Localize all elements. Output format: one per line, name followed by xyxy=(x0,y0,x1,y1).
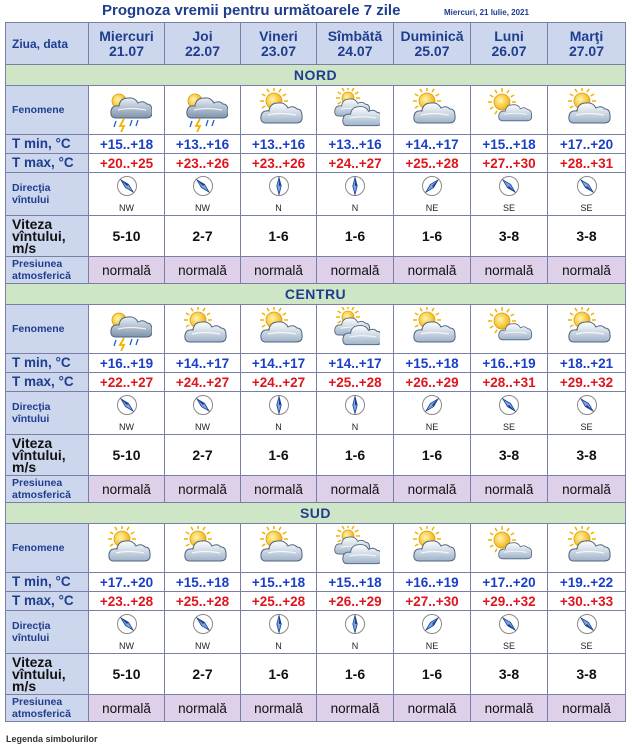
tmax-value: +20..+25 xyxy=(89,154,165,173)
row-label: Presiunea atmosferică xyxy=(6,695,89,722)
region-name: NORD xyxy=(6,65,626,86)
compass-arrow-icon xyxy=(344,613,366,640)
tmin-value: +14..+17 xyxy=(165,354,241,373)
wind-speed-value: 3-8 xyxy=(548,216,626,257)
compass-arrow-icon xyxy=(498,613,520,640)
compass-arrow-icon xyxy=(421,394,443,421)
region-row xyxy=(6,284,626,305)
day-name: Sîmbătă xyxy=(327,27,383,44)
tmax-value: +24..+27 xyxy=(241,373,317,392)
phenomena-cell xyxy=(241,524,317,573)
tmin-value: +15..+18 xyxy=(165,573,241,592)
compass-arrow-icon xyxy=(498,175,520,202)
wind-direction-cell xyxy=(89,392,165,435)
day-header xyxy=(471,23,548,65)
pressure-row xyxy=(6,257,626,284)
wind-direction xyxy=(317,175,393,213)
forecast-table xyxy=(5,22,626,722)
phenomena-cell xyxy=(471,524,548,573)
wind-direction xyxy=(317,613,393,651)
phenomena-cell xyxy=(89,524,165,573)
pressure-value: normală xyxy=(317,695,394,722)
tmin-value: +17..+20 xyxy=(471,573,548,592)
tmax-value: +26..+29 xyxy=(394,373,471,392)
day-header xyxy=(394,23,471,65)
wind-direction xyxy=(471,613,547,651)
wind-direction-label: SE xyxy=(580,641,593,651)
wind-direction-cell xyxy=(394,173,471,216)
wind-direction-row xyxy=(6,392,626,435)
tmax-value: +22..+27 xyxy=(89,373,165,392)
wind-speed-value: 1-6 xyxy=(317,435,394,476)
row-label: Fenomene xyxy=(6,305,89,354)
pressure-value: normală xyxy=(394,257,471,284)
wind-direction xyxy=(241,175,316,213)
wind-direction-cell xyxy=(241,392,317,435)
tmin-value: +15..+18 xyxy=(394,354,471,373)
row-label: T max, °C xyxy=(6,154,89,173)
storm-icon xyxy=(89,88,164,132)
day-name: Miercuri xyxy=(99,27,154,44)
partly-cloudy-icon xyxy=(241,526,316,570)
wind-speed-value: 1-6 xyxy=(241,435,317,476)
phenomena-cell xyxy=(89,86,165,135)
wind-direction-cell xyxy=(317,173,394,216)
wind-direction-cell xyxy=(89,173,165,216)
day-header xyxy=(165,23,241,65)
tmin-value: +13..+16 xyxy=(165,135,241,154)
wind-direction-cell xyxy=(394,392,471,435)
day-header xyxy=(317,23,394,65)
region-row xyxy=(6,65,626,86)
tmin-value: +16..+19 xyxy=(394,573,471,592)
tmax-value: +26..+29 xyxy=(317,592,394,611)
row-label: Viteza vîntului, m/s xyxy=(6,216,89,257)
row-label: Viteza vîntului, m/s xyxy=(6,435,89,476)
compass-arrow-icon xyxy=(116,613,138,640)
wind-direction-cell xyxy=(317,611,394,654)
day-header xyxy=(89,23,165,65)
wind-direction-label: N xyxy=(351,422,359,432)
wind-speed-row xyxy=(6,216,626,257)
wind-direction-label: NE xyxy=(425,641,439,651)
wind-direction xyxy=(548,613,625,651)
pressure-value: normală xyxy=(241,476,317,503)
tmin-value: +15..+18 xyxy=(471,135,548,154)
wind-direction-label: SE xyxy=(502,203,515,213)
tmin-value: +16..+19 xyxy=(471,354,548,373)
row-label: T max, °C xyxy=(6,592,89,611)
tmax-value: +23..+26 xyxy=(241,154,317,173)
phenomena-cell xyxy=(548,86,626,135)
wind-direction xyxy=(394,175,470,213)
pressure-value: normală xyxy=(394,476,471,503)
wind-direction-cell xyxy=(165,392,241,435)
partly-cloudy-icon xyxy=(165,307,240,351)
wind-direction-cell xyxy=(165,173,241,216)
tmax-value: +25..+28 xyxy=(165,592,241,611)
tmin-value: +15..+18 xyxy=(89,135,165,154)
row-label: Fenomene xyxy=(6,524,89,573)
wind-direction-row xyxy=(6,611,626,654)
compass-arrow-icon xyxy=(421,613,443,640)
tmin-value: +14..+17 xyxy=(317,354,394,373)
wind-direction-label: SE xyxy=(502,422,515,432)
day-header xyxy=(241,23,317,65)
row-label: Direcţia vîntului xyxy=(6,392,89,435)
day-name: Duminică xyxy=(400,27,464,44)
wind-direction xyxy=(89,613,164,651)
storm-icon xyxy=(89,307,164,351)
phenomena-cell xyxy=(548,305,626,354)
tmin-value: +13..+16 xyxy=(241,135,317,154)
phenomena-row xyxy=(6,86,626,135)
wind-direction xyxy=(394,394,470,432)
phenomena-cell xyxy=(317,305,394,354)
legend-link[interactable]: Legenda simbolurilor xyxy=(6,734,98,744)
wind-direction-label: SE xyxy=(580,422,593,432)
pressure-value: normală xyxy=(471,476,548,503)
region-name: CENTRU xyxy=(6,284,626,305)
tmax-value: +25..+28 xyxy=(394,154,471,173)
compass-arrow-icon xyxy=(421,175,443,202)
tmax-value: +29..+32 xyxy=(548,373,626,392)
tmin-value: +17..+20 xyxy=(89,573,165,592)
wind-direction xyxy=(89,394,164,432)
phenomena-cell xyxy=(317,86,394,135)
tmax-value: +23..+26 xyxy=(165,154,241,173)
tmax-row xyxy=(6,154,626,173)
wind-direction-cell xyxy=(241,173,317,216)
wind-direction xyxy=(317,394,393,432)
cloudy-icon xyxy=(317,88,393,132)
compass-arrow-icon xyxy=(268,613,290,640)
wind-direction xyxy=(241,394,316,432)
wind-direction-cell xyxy=(394,611,471,654)
cloudy-icon xyxy=(317,307,393,351)
wind-direction-label: N xyxy=(351,641,359,651)
wind-direction-label: NW xyxy=(119,203,134,213)
forecast-date: Miercuri, 21 Iulie, 2021 xyxy=(444,8,529,17)
pressure-value: normală xyxy=(548,476,626,503)
phenomena-cell xyxy=(317,524,394,573)
phenomena-cell xyxy=(241,86,317,135)
wind-direction-label: NE xyxy=(425,422,439,432)
wind-direction-label: NE xyxy=(425,203,439,213)
row-label: Viteza vîntului, m/s xyxy=(6,654,89,695)
tmax-value: +25..+28 xyxy=(317,373,394,392)
tmax-row xyxy=(6,592,626,611)
day-name: Luni xyxy=(494,27,524,44)
wind-direction-label: SE xyxy=(502,641,515,651)
wind-speed-value: 2-7 xyxy=(165,654,241,695)
wind-direction xyxy=(548,394,625,432)
wind-direction-cell xyxy=(471,173,548,216)
phenomena-cell xyxy=(394,305,471,354)
wind-speed-value: 1-6 xyxy=(241,654,317,695)
partly-cloudy-icon xyxy=(548,307,625,351)
wind-direction-cell xyxy=(548,611,626,654)
tmax-row xyxy=(6,373,626,392)
wind-speed-value: 3-8 xyxy=(471,654,548,695)
row-label: T max, °C xyxy=(6,373,89,392)
pressure-row xyxy=(6,476,626,503)
wind-direction-cell xyxy=(548,392,626,435)
phenomena-cell xyxy=(165,305,241,354)
row-label: Direcţia vîntului xyxy=(6,611,89,654)
wind-direction-label: NW xyxy=(195,203,210,213)
tmax-value: +25..+28 xyxy=(241,592,317,611)
row-label: T min, °C xyxy=(6,354,89,373)
tmin-value: +15..+18 xyxy=(241,573,317,592)
sunny-cloud-icon xyxy=(471,526,547,570)
row-label: Fenomene xyxy=(6,86,89,135)
wind-direction-label: N xyxy=(351,203,359,213)
pressure-value: normală xyxy=(471,695,548,722)
wind-speed-value: 1-6 xyxy=(394,654,471,695)
day-name: Vineri xyxy=(259,27,298,44)
wind-direction-label: NW xyxy=(195,641,210,651)
wind-direction xyxy=(471,394,547,432)
tmin-row xyxy=(6,135,626,154)
wind-speed-value: 3-8 xyxy=(471,216,548,257)
wind-direction-cell xyxy=(471,611,548,654)
header-row xyxy=(6,23,626,65)
wind-direction-label: N xyxy=(275,422,282,432)
wind-direction xyxy=(394,613,470,651)
day-name: Joi xyxy=(192,27,213,44)
storm-icon xyxy=(165,88,240,132)
tmax-value: +24..+27 xyxy=(317,154,394,173)
wind-direction-label: N xyxy=(275,641,282,651)
tmax-value: +29..+32 xyxy=(471,592,548,611)
day-date: 22.07 xyxy=(184,42,221,59)
compass-arrow-icon xyxy=(268,394,290,421)
day-date: 21.07 xyxy=(108,42,145,59)
wind-direction-label: NW xyxy=(195,422,210,432)
pressure-value: normală xyxy=(165,257,241,284)
wind-direction-label: NW xyxy=(119,641,134,651)
wind-speed-value: 2-7 xyxy=(165,435,241,476)
compass-arrow-icon xyxy=(576,394,598,421)
tmin-value: +18..+21 xyxy=(548,354,626,373)
partly-cloudy-icon xyxy=(394,88,470,132)
tmin-value: +14..+17 xyxy=(241,354,317,373)
wind-speed-row xyxy=(6,654,626,695)
pressure-value: normală xyxy=(89,257,165,284)
pressure-value: normală xyxy=(241,695,317,722)
compass-arrow-icon xyxy=(192,613,214,640)
day-header xyxy=(548,23,626,65)
compass-arrow-icon xyxy=(116,394,138,421)
day-name: Marţi xyxy=(569,27,604,44)
wind-direction xyxy=(165,613,240,651)
pressure-value: normală xyxy=(471,257,548,284)
partly-cloudy-icon xyxy=(165,526,240,570)
tmax-value: +24..+27 xyxy=(165,373,241,392)
compass-arrow-icon xyxy=(116,175,138,202)
row-label: Presiunea atmosferică xyxy=(6,476,89,503)
row-label: Presiunea atmosferică xyxy=(6,257,89,284)
compass-arrow-icon xyxy=(192,394,214,421)
partly-cloudy-icon xyxy=(394,526,470,570)
pressure-value: normală xyxy=(548,695,626,722)
wind-speed-value: 1-6 xyxy=(317,654,394,695)
wind-direction-cell xyxy=(548,173,626,216)
compass-arrow-icon xyxy=(576,613,598,640)
region-name: SUD xyxy=(6,503,626,524)
phenomena-cell xyxy=(165,86,241,135)
day-date: 24.07 xyxy=(337,42,373,59)
phenomena-cell xyxy=(548,524,626,573)
wind-speed-value: 3-8 xyxy=(471,435,548,476)
wind-speed-value: 1-6 xyxy=(317,216,394,257)
day-date: 26.07 xyxy=(491,42,527,59)
tmin-value: +16..+19 xyxy=(89,354,165,373)
row-label: Direcţia vîntului xyxy=(6,173,89,216)
day-date: 25.07 xyxy=(414,42,450,59)
wind-direction xyxy=(241,613,316,651)
wind-speed-value: 3-8 xyxy=(548,654,626,695)
partly-cloudy-icon xyxy=(241,88,316,132)
tmax-value: +30..+33 xyxy=(548,592,626,611)
pressure-value: normală xyxy=(317,257,394,284)
partly-cloudy-icon xyxy=(241,307,316,351)
wind-direction-label: SE xyxy=(580,203,593,213)
wind-speed-value: 1-6 xyxy=(394,216,471,257)
phenomena-cell xyxy=(394,524,471,573)
wind-direction-cell xyxy=(471,392,548,435)
wind-direction xyxy=(165,175,240,213)
pressure-value: normală xyxy=(89,476,165,503)
wind-direction xyxy=(165,394,240,432)
wind-speed-value: 1-6 xyxy=(394,435,471,476)
pressure-value: normală xyxy=(89,695,165,722)
wind-direction-cell xyxy=(165,611,241,654)
partly-cloudy-icon xyxy=(548,526,625,570)
pressure-value: normală xyxy=(241,257,317,284)
tmax-value: +27..+30 xyxy=(471,154,548,173)
pressure-value: normală xyxy=(394,695,471,722)
pressure-value: normală xyxy=(317,476,394,503)
pressure-row xyxy=(6,695,626,722)
wind-direction-label: N xyxy=(275,203,282,213)
phenomena-row xyxy=(6,305,626,354)
pressure-value: normală xyxy=(165,695,241,722)
compass-arrow-icon xyxy=(576,175,598,202)
page-title: Prognoza vremii pentru următoarele 7 zile xyxy=(102,2,401,19)
title-bar xyxy=(0,0,632,22)
wind-direction xyxy=(471,175,547,213)
wind-direction-cell xyxy=(317,392,394,435)
wind-speed-value: 2-7 xyxy=(165,216,241,257)
sunny-cloud-icon xyxy=(471,88,547,132)
day-date: 23.07 xyxy=(260,42,297,59)
tmin-value: +17..+20 xyxy=(548,135,626,154)
tmin-row xyxy=(6,354,626,373)
phenomena-cell xyxy=(241,305,317,354)
wind-speed-row xyxy=(6,435,626,476)
phenomena-cell xyxy=(394,86,471,135)
wind-direction-cell xyxy=(89,611,165,654)
wind-direction-row xyxy=(6,173,626,216)
phenomena-cell xyxy=(89,305,165,354)
pressure-value: normală xyxy=(548,257,626,284)
wind-direction-label: NW xyxy=(119,422,134,432)
tmin-value: +13..+16 xyxy=(317,135,394,154)
row-label: T min, °C xyxy=(6,573,89,592)
cloudy-icon xyxy=(317,526,393,570)
phenomena-row xyxy=(6,524,626,573)
tmin-row xyxy=(6,573,626,592)
wind-speed-value: 1-6 xyxy=(241,216,317,257)
tmax-value: +27..+30 xyxy=(394,592,471,611)
wind-direction xyxy=(89,175,164,213)
region-row xyxy=(6,503,626,524)
tmax-value: +28..+31 xyxy=(471,373,548,392)
wind-speed-value: 5-10 xyxy=(89,654,165,695)
day-date: 27.07 xyxy=(568,42,605,59)
phenomena-cell xyxy=(165,524,241,573)
tmax-value: +23..+28 xyxy=(89,592,165,611)
pressure-value: normală xyxy=(165,476,241,503)
partly-cloudy-icon xyxy=(394,307,470,351)
wind-speed-value: 5-10 xyxy=(89,435,165,476)
wind-direction-cell xyxy=(241,611,317,654)
phenomena-cell xyxy=(471,305,548,354)
tmax-value: +28..+31 xyxy=(548,154,626,173)
partly-cloudy-icon xyxy=(89,526,164,570)
partly-cloudy-icon xyxy=(548,88,625,132)
compass-arrow-icon xyxy=(192,175,214,202)
compass-arrow-icon xyxy=(498,394,520,421)
compass-arrow-icon xyxy=(344,175,366,202)
compass-arrow-icon xyxy=(344,394,366,421)
tmin-value: +14..+17 xyxy=(394,135,471,154)
wind-speed-value: 3-8 xyxy=(548,435,626,476)
phenomena-cell xyxy=(471,86,548,135)
header-label: Ziua, data xyxy=(6,23,89,65)
row-label: T min, °C xyxy=(6,135,89,154)
compass-arrow-icon xyxy=(268,175,290,202)
sunny-cloud-icon xyxy=(471,307,547,351)
tmin-value: +15..+18 xyxy=(317,573,394,592)
wind-direction xyxy=(548,175,625,213)
wind-speed-value: 5-10 xyxy=(89,216,165,257)
tmin-value: +19..+22 xyxy=(548,573,626,592)
